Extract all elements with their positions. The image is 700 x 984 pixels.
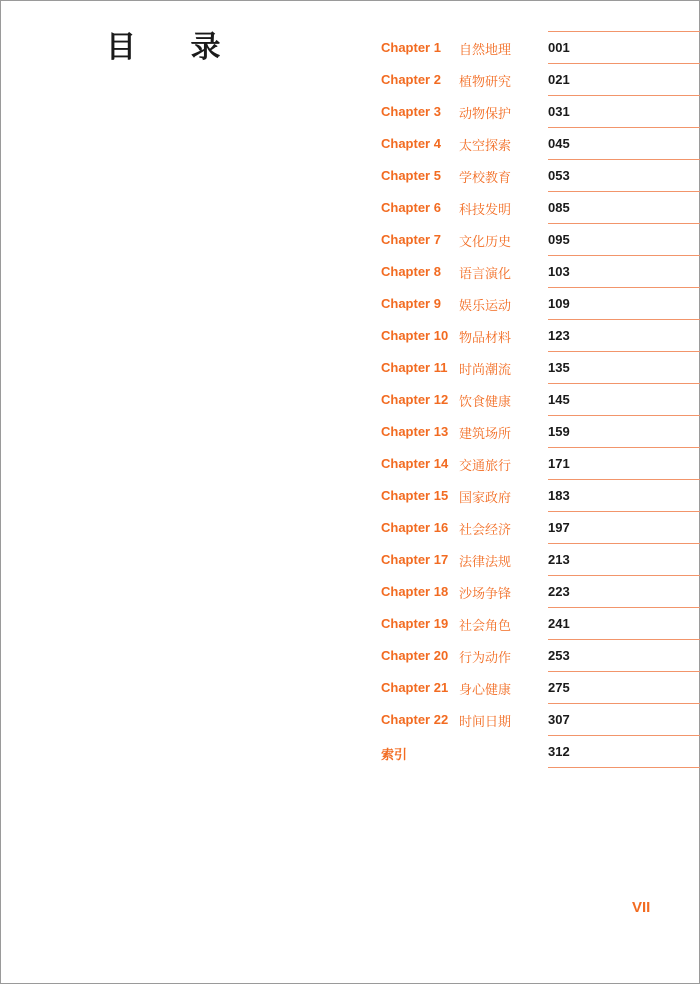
toc-chapter-label: Chapter 11 xyxy=(381,360,448,375)
toc-topic-label: 太空探索 xyxy=(459,139,512,154)
toc-topic-label: 时间日期 xyxy=(459,715,512,730)
toc-page-number: 103 xyxy=(548,264,570,279)
toc-topic-label: 语言演化 xyxy=(459,267,512,282)
toc-entry[interactable] xyxy=(0,384,700,416)
toc-topic-label: 建筑场所 xyxy=(459,427,512,442)
toc-chapter-label: Chapter 8 xyxy=(381,264,441,279)
toc-entry[interactable] xyxy=(0,672,700,704)
toc-topic-label: 物品材料 xyxy=(459,331,512,346)
toc-entry[interactable] xyxy=(0,224,700,256)
toc-page-number: 031 xyxy=(548,104,570,119)
toc-chapter-label: Chapter 6 xyxy=(381,200,441,215)
toc-entry[interactable] xyxy=(0,576,700,608)
toc-entry[interactable] xyxy=(0,96,700,128)
toc-topic-label: 沙场争锋 xyxy=(459,587,512,602)
toc-page-number: 135 xyxy=(548,360,570,375)
toc-chapter-label: Chapter 1 xyxy=(381,40,441,55)
toc-chapter-label: Chapter 13 xyxy=(381,424,449,439)
toc-entry[interactable] xyxy=(0,160,700,192)
toc-page-number: 145 xyxy=(548,392,570,407)
toc-chapter-label: Chapter 5 xyxy=(381,168,441,183)
page-number: VII xyxy=(632,899,651,916)
toc-chapter-label: Chapter 3 xyxy=(381,104,441,119)
toc-chapter-label: Chapter 18 xyxy=(381,584,449,599)
toc-chapter-label: 索引 xyxy=(381,747,408,762)
toc-chapter-label: Chapter 9 xyxy=(381,296,441,311)
toc-entry[interactable] xyxy=(0,128,700,160)
toc-page-number: 197 xyxy=(548,520,570,535)
toc-topic-label: 法律法规 xyxy=(459,555,512,570)
toc-topic-label: 科技发明 xyxy=(459,203,512,218)
toc-chapter-label: Chapter 22 xyxy=(381,712,449,727)
toc-chapter-label: Chapter 16 xyxy=(381,520,449,535)
toc-page-number: 241 xyxy=(548,616,570,631)
toc-entry[interactable] xyxy=(0,64,700,96)
toc-page-number: 159 xyxy=(548,424,570,439)
toc-chapter-label: Chapter 12 xyxy=(381,392,449,407)
toc-chapter-label: Chapter 19 xyxy=(381,616,449,631)
toc-chapter-label: Chapter 2 xyxy=(381,72,441,87)
toc-chapter-label: Chapter 17 xyxy=(381,552,449,567)
toc-topic-label: 行为动作 xyxy=(459,651,512,666)
toc-chapter-label: Chapter 21 xyxy=(381,680,449,695)
toc-entry[interactable] xyxy=(0,256,700,288)
toc-chapter-label: Chapter 10 xyxy=(381,328,449,343)
toc-page-number: 001 xyxy=(548,40,570,55)
toc-entry[interactable] xyxy=(0,736,700,768)
toc-entry[interactable] xyxy=(0,32,700,64)
toc-chapter-label: Chapter 4 xyxy=(381,136,441,151)
toc-entry[interactable] xyxy=(0,192,700,224)
toc-chapter-label: Chapter 7 xyxy=(381,232,441,247)
toc-topic-label: 时尚潮流 xyxy=(459,363,512,378)
toc-topic-label: 动物保护 xyxy=(459,107,512,122)
toc-entry[interactable] xyxy=(0,320,700,352)
toc-entry[interactable] xyxy=(0,416,700,448)
toc-topic-label: 植物研究 xyxy=(459,75,512,90)
toc-page-number: 053 xyxy=(548,168,570,183)
toc-page-number: 085 xyxy=(548,200,570,215)
toc-topic-label: 饮食健康 xyxy=(459,395,512,410)
toc-page-number: 253 xyxy=(548,648,570,663)
toc-divider xyxy=(548,767,700,768)
toc-topic-label: 娱乐运动 xyxy=(459,299,512,314)
toc-entry[interactable] xyxy=(0,480,700,512)
toc-page-number: 312 xyxy=(548,744,570,759)
toc-entry[interactable] xyxy=(0,352,700,384)
toc-page-number: 223 xyxy=(548,584,570,599)
toc-page-number: 123 xyxy=(548,328,570,343)
toc-chapter-label: Chapter 15 xyxy=(381,488,449,503)
toc-page-number: 307 xyxy=(548,712,570,727)
toc-entry[interactable] xyxy=(0,640,700,672)
toc-page-number: 183 xyxy=(548,488,570,503)
toc-chapter-label: Chapter 20 xyxy=(381,648,449,663)
table-of-contents xyxy=(0,32,700,768)
toc-topic-label: 学校教育 xyxy=(459,171,512,186)
toc-topic-label: 国家政府 xyxy=(459,491,512,506)
toc-page-number: 021 xyxy=(548,72,570,87)
toc-page-number: 213 xyxy=(548,552,570,567)
toc-topic-label: 身心健康 xyxy=(459,683,512,698)
toc-entry[interactable] xyxy=(0,448,700,480)
toc-topic-label: 社会角色 xyxy=(459,619,512,634)
toc-entry[interactable] xyxy=(0,704,700,736)
toc-topic-label: 社会经济 xyxy=(459,523,512,538)
toc-page-number: 171 xyxy=(548,456,570,471)
page-title: 目 录 xyxy=(106,30,243,65)
toc-page-number: 095 xyxy=(548,232,570,247)
toc-chapter-label: Chapter 14 xyxy=(381,456,449,471)
toc-page-number: 109 xyxy=(548,296,570,311)
toc-page-number: 045 xyxy=(548,136,570,151)
toc-topic-label: 自然地理 xyxy=(459,43,512,58)
toc-entry[interactable] xyxy=(0,608,700,640)
toc-topic-label: 文化历史 xyxy=(459,235,512,250)
toc-page-number: 275 xyxy=(548,680,570,695)
toc-topic-label: 交通旅行 xyxy=(459,459,512,474)
toc-entry[interactable] xyxy=(0,512,700,544)
toc-entry[interactable] xyxy=(0,544,700,576)
toc-entry[interactable] xyxy=(0,288,700,320)
